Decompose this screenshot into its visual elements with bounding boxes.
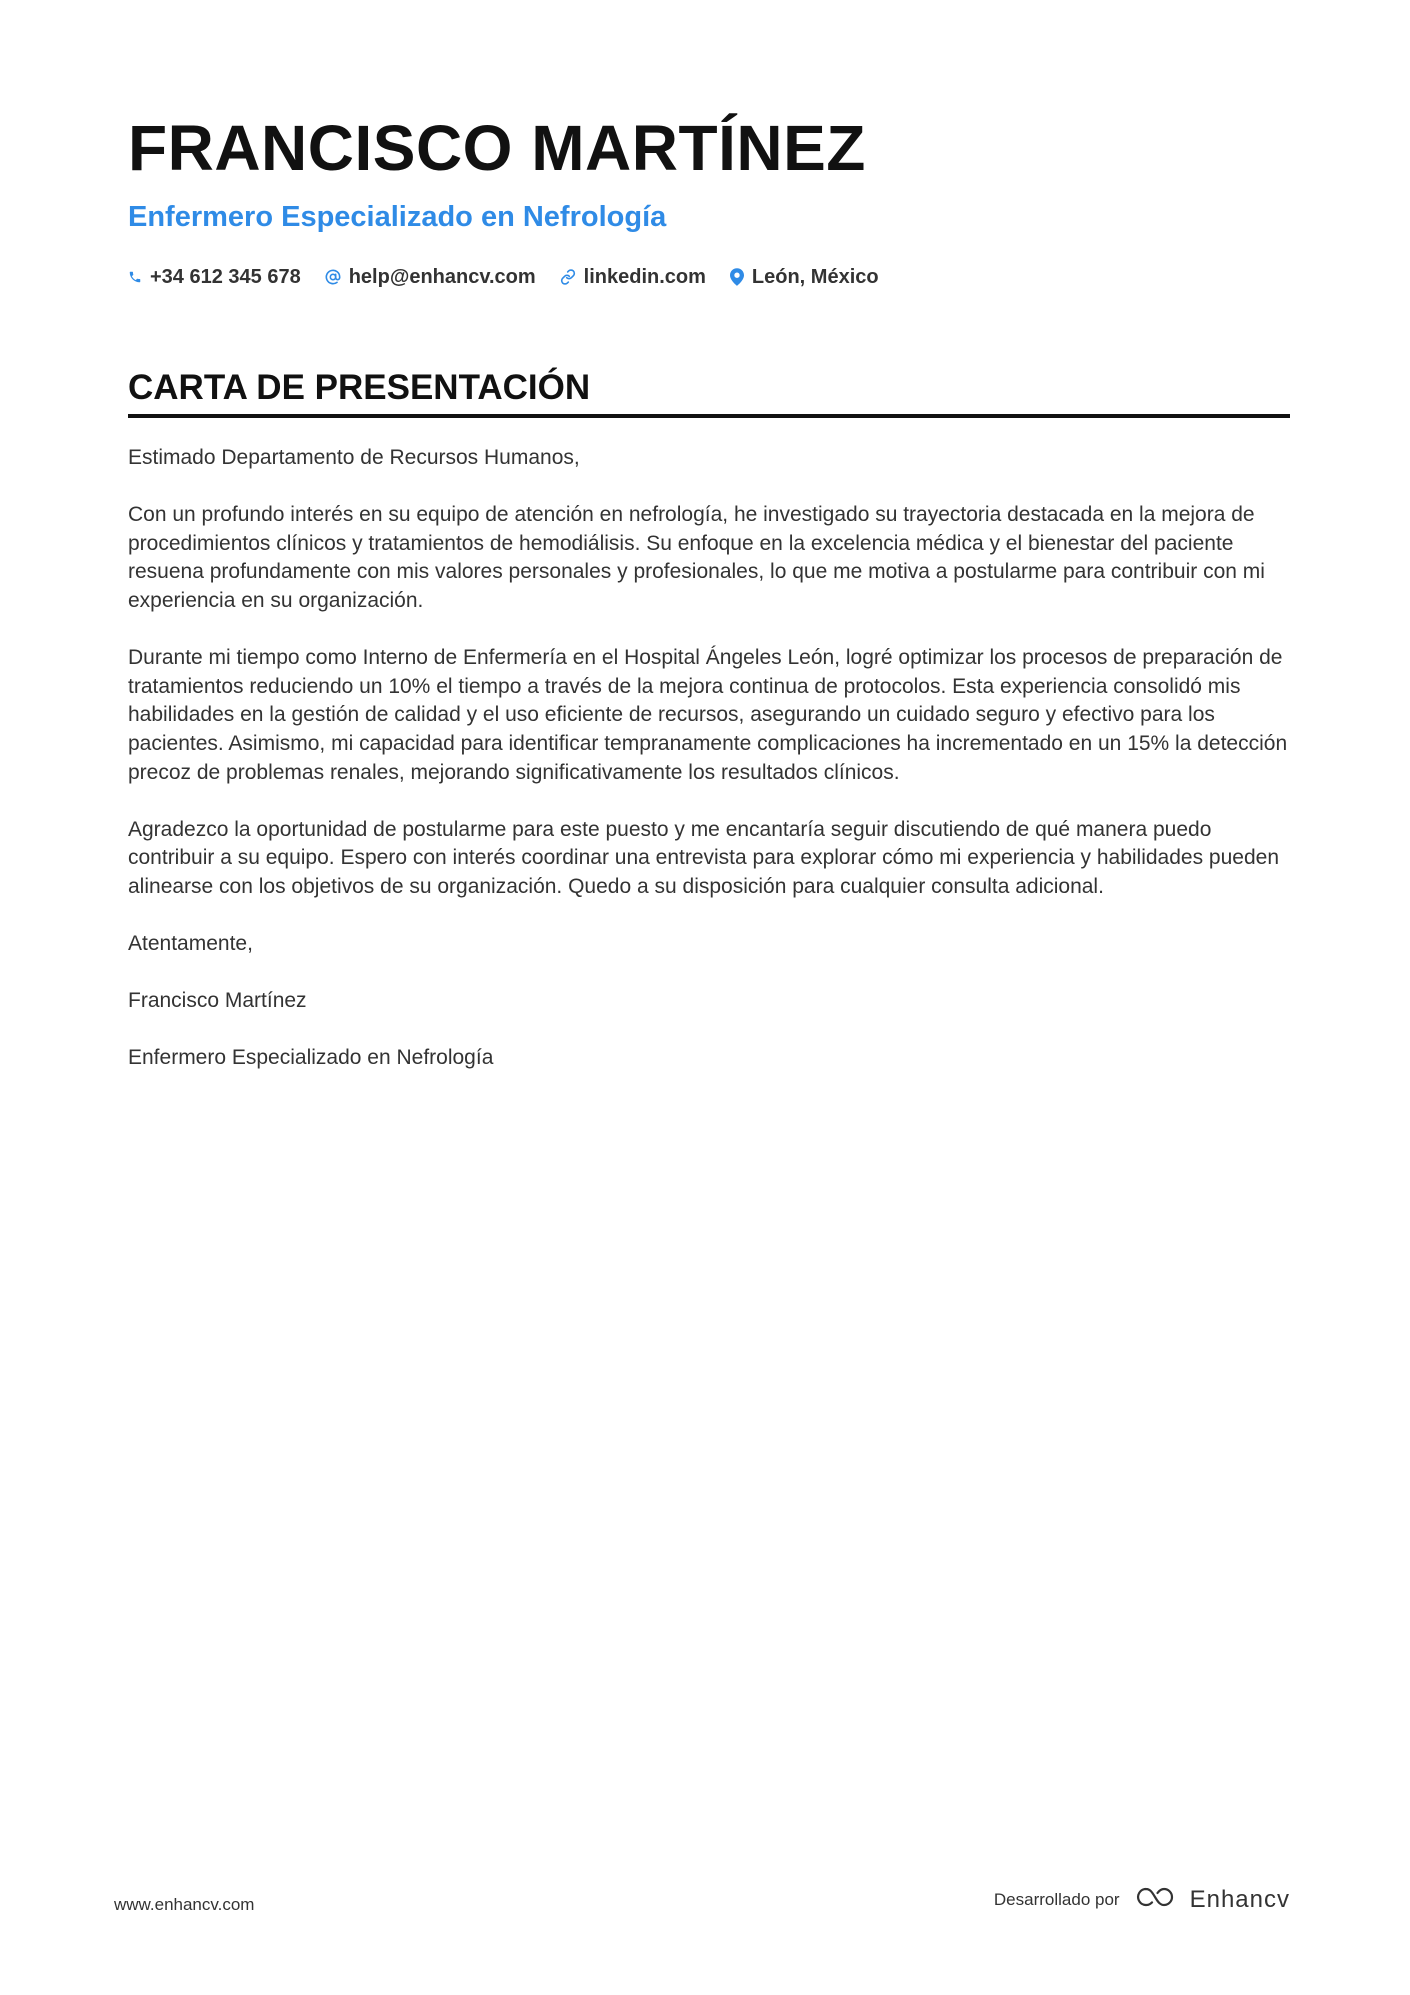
header [128, 108, 1288, 290]
letter-paragraph-2: Durante mi tiempo como Interno de Enfermería en el Hospital Ángeles León, logré optimizar los procesos de preparación de tratamientos reduciendo un 10% el tiempo a través de la mejora continua de protocolos. Esta experiencia consolidó mis habilidades en la gestión de calidad y el uso eficiente de recursos, asegurando un cuidado seguro y efectivo para los pacientes. Asimismo, mi capacidad para identificar tempranamente complicaciones ha incrementado en un 15% la detección precoz de problemas renales, mejorando significativamente los resultados clínicos. [128, 646, 1288, 784]
letter-body [128, 444, 1290, 1073]
brand-name: Enhancv [1189, 1885, 1290, 1913]
contact-phone[interactable] [128, 264, 301, 290]
footer-branding [994, 1885, 1290, 1914]
link-icon [560, 269, 576, 285]
at-icon [325, 269, 341, 285]
candidate-title: Enfermero Especializado en Nefrología [128, 201, 667, 233]
phone-icon [128, 270, 142, 284]
email-text: help@enhancv.com [348, 266, 536, 288]
enhancv-logo-icon [1132, 1885, 1178, 1914]
contact-location [730, 264, 879, 290]
section-title: CARTA DE PRESENTACIÓN [128, 366, 1290, 418]
powered-by-label: Desarrollado por [993, 1889, 1120, 1909]
linkedin-text: linkedin.com [583, 266, 706, 288]
footer-website[interactable]: www.enhancv.com [114, 1895, 255, 1914]
contact-linkedin[interactable] [560, 264, 706, 290]
phone-text: +34 612 345 678 [150, 266, 301, 288]
letter-closing: Atentamente, [128, 932, 253, 956]
contact-email[interactable] [325, 264, 536, 290]
location-pin-icon [730, 268, 744, 286]
cover-letter-section [128, 366, 1290, 1102]
contact-bar [128, 264, 1288, 290]
signature-name: Francisco Martínez [128, 989, 307, 1013]
location-text: León, México [751, 266, 879, 288]
signature-title: Enfermero Especializado en Nefrología [128, 1046, 494, 1070]
letter-paragraph-1: Con un profundo interés en su equipo de atención en nefrología, he investigado su trayectoria destacada en la mejora de procedimientos clínicos y tratamientos de hemodiálisis. Su enfoque en la excelencia médica y el bienestar del paciente resuena profundamente con mis valores personales y profesionales, lo que me motiva a postularme para contribuir con mi experiencia en su organización. [128, 503, 1265, 612]
letter-paragraph-3: Agradezco la oportunidad de postularme para este puesto y me encantaría seguir discutiendo de qué manera puedo contribuir a su equipo. Espero con interés coordinar una entrevista para explorar cómo mi experiencia y habilidades pueden alinearse con los objetivos de su organización. Quedo a su disposición para cualquier consulta adicional. [128, 817, 1280, 898]
candidate-name: FRANCISCO MARTÍNEZ [128, 112, 866, 184]
letter-greeting: Estimado Departamento de Recursos Humanos, [128, 446, 580, 469]
